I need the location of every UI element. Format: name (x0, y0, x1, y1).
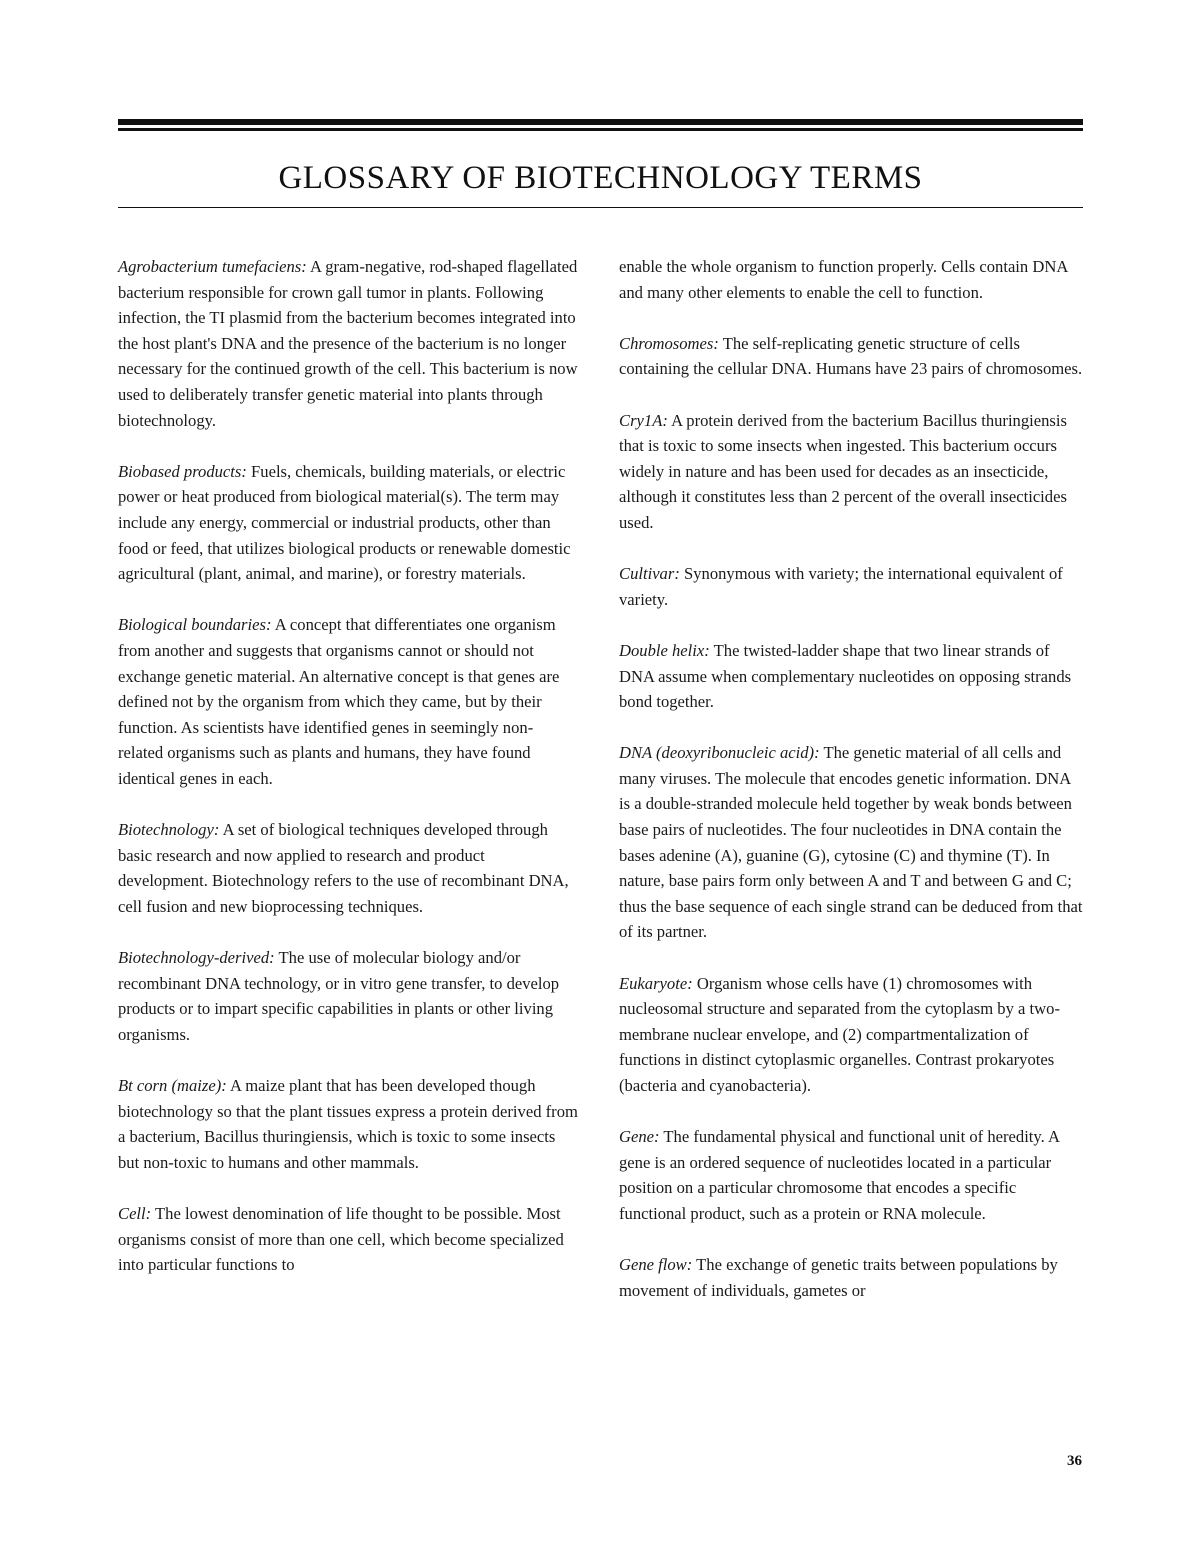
glossary-term: Biotechnology: (118, 820, 220, 840)
page-title: GLOSSARY OF BIOTECHNOLOGY TERMS (278, 160, 923, 196)
glossary-entry (118, 459, 578, 587)
glossary-entry (619, 331, 1084, 382)
glossary-entry (619, 971, 1084, 1099)
glossary-term: Cry1A: (619, 410, 668, 430)
glossary-term: Bt corn (maize): (118, 1076, 227, 1095)
glossary-term: Biobased products: (118, 461, 247, 481)
page-number: 36 (1067, 1453, 1082, 1469)
glossary-definition: The exchange of genetic traits between populations by movement of individuals, gametes or (619, 1255, 1058, 1300)
glossary-definition: The lowest denomination of life thought to be possible. Most organisms consist of more than one cell, which become specialized into particular functions to (118, 1203, 564, 1275)
glossary-entry (619, 1252, 1084, 1303)
glossary-definition: A gram-negative, rod-shaped flagellated bacterium responsible for crown gall tumor in plants. Following infection, the TI plasmid from the bacterium becomes integrated into the host plant's DNA and the presence of the bacterium is no longer necessary for the continued growth of the cell. This bacterium is now used to deliberately transfer genetic material into plants through biotechnology. (118, 257, 578, 430)
glossary-term: Eukaryote: (619, 973, 693, 993)
glossary-continuation: enable the whole organism to function properly. Cells contain DNA and many other elements to enable the cell to function. (619, 257, 1068, 302)
glossary-definition: The self-replicating genetic structure of cells containing the cellular DNA. Humans have 23 pairs of chromosomes. (619, 333, 1083, 379)
glossary-entry (619, 740, 1084, 945)
glossary-entry (118, 612, 578, 791)
glossary-definition: The fundamental physical and functional unit of heredity. A gene is an ordered sequence of nucleotides located in a particular position on a particular chromosome that encodes a specific functional product, such as a protein or RNA molecule. (619, 1127, 1060, 1223)
glossary-entry (118, 1073, 578, 1175)
header-double-rule-top (118, 119, 1083, 125)
glossary-term: Biotechnology-derived: (118, 948, 275, 968)
glossary-definition: The twisted-ladder shape that two linear strands of DNA assume when complementary nucleotides on opposing strands bond together. (619, 640, 1072, 712)
glossary-entry (619, 638, 1084, 715)
glossary-definition: Synonymous with variety; the international equivalent of variety. (619, 564, 1063, 609)
glossary-entry (118, 254, 578, 433)
glossary-term: Biological boundaries: (118, 615, 272, 635)
glossary-entry (118, 1201, 578, 1278)
glossary-definition: The use of molecular biology and/or recombinant DNA technology, or in vitro gene transfer, to develop products or to impart specific capabilities in plants or other living organisms. (118, 948, 560, 1044)
left-column (118, 254, 578, 1278)
glossary-term: Cell: (118, 1203, 152, 1223)
header-double-rule-bottom (118, 128, 1083, 131)
glossary-term: Gene flow: (619, 1255, 693, 1275)
glossary-definition: A set of biological techniques developed through basic research and now applied to research and product development. Biotechnology refers to the use of recombinant DNA, cell fusion and new bioprocessing techniques. (118, 820, 569, 916)
glossary-entry (118, 817, 578, 919)
glossary-term: Chromosomes: (619, 333, 719, 353)
glossary-term: Agrobacterium tumefaciens: (118, 257, 307, 276)
right-column (619, 254, 1084, 1303)
glossary-entry (118, 945, 578, 1047)
glossary-definition: A protein derived from the bacterium Bacillus thuringiensis that is toxic to some insects when ingested. This bacterium occurs widely in nature and has been used for decades as an insecticide, although it constitutes less than 2 percent of the overall insecticides used. (619, 410, 1067, 532)
glossary-definition: A concept that differentiates one organism from another and suggests that organisms cannot or should not exchange genetic material. An alternative concept is that genes are defined not by the organism from which they came, but by their function. As scientists have identified genes in seemingly non-related organisms such as plants and humans, they have found identical genes in each. (118, 615, 560, 788)
glossary-definition: Organism whose cells have (1) chromosomes with nucleosomal structure and separated from the cytoplasm by a two-membrane nuclear envelope, and (2) compartmentalization of functions in distinct cytoplasmic organelles. Contrast prokaryotes (bacteria and cyanobacteria). (619, 973, 1060, 1095)
glossary-entry (619, 1124, 1084, 1226)
glossary-term: Cultivar: (619, 564, 680, 584)
glossary-entry (619, 408, 1084, 536)
glossary-term: Gene: (619, 1127, 660, 1147)
glossary-entry (619, 561, 1084, 612)
glossary-definition: Fuels, chemicals, building materials, or electric power or heat produced from biological material(s). The term may include any energy, commercial or industrial products, other than food or feed, that utilizes biological products or renewable domestic agricultural (plant, animal, and marine), or forestry materials. (118, 461, 571, 584)
glossary-term: DNA (deoxyribonucleic acid): (619, 743, 820, 763)
glossary-term: Double helix: (619, 640, 710, 660)
glossary-definition: The genetic material of all cells and many viruses. The molecule that encodes genetic information. DNA is a double-stranded molecule held together by weak bonds between base pairs of nucleotides. The four nucleotides in DNA contain the bases adenine (A), guanine (G), cytosine (C) and thymine (T). In nature, base pairs form only between A and T and between G and C; thus the base sequence of each single strand can be deduced from that of its partner. (619, 743, 1083, 942)
glossary-definition: A maize plant that has been developed though biotechnology so that the plant tissues express a protein derived from a bacterium, Bacillus thuringiensis, which is toxic to some insects but non-toxic to humans and other mammals. (118, 1076, 578, 1172)
title-divider (118, 207, 1083, 208)
